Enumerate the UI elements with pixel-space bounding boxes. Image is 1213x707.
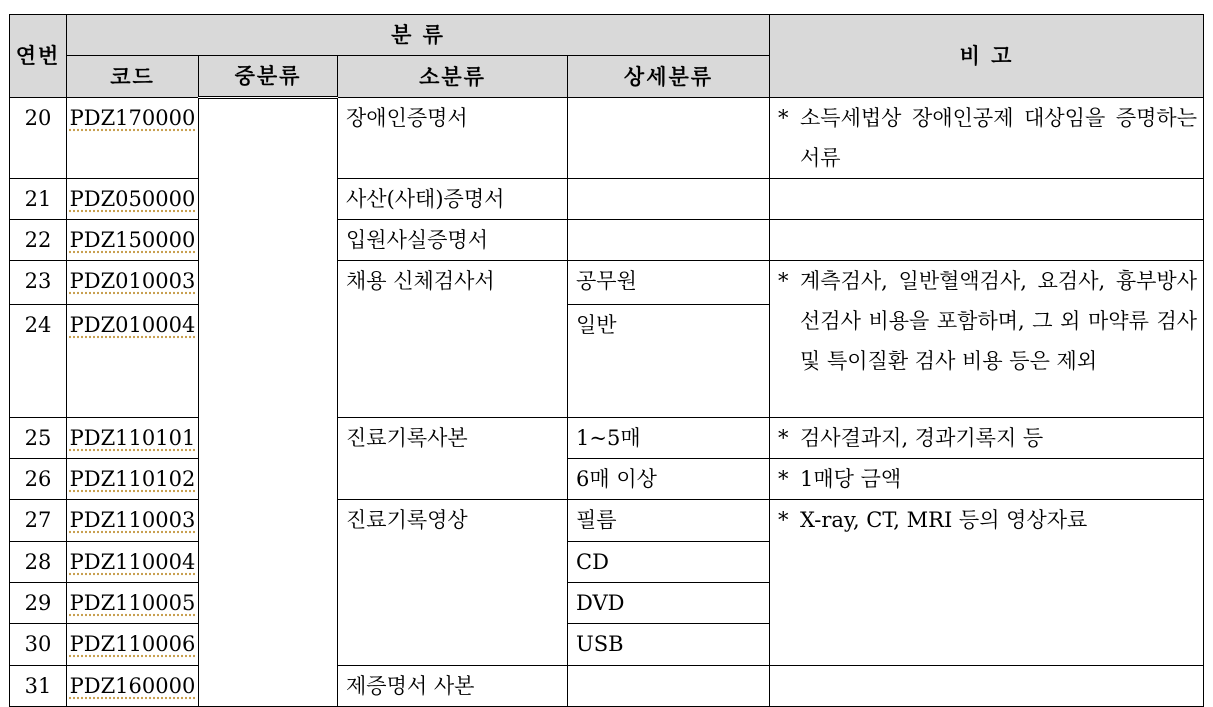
table-row xyxy=(10,179,1204,220)
row-number: 28 xyxy=(10,542,67,583)
note-star: * xyxy=(778,467,789,491)
row-sub: 진료기록영상 xyxy=(338,500,568,666)
header-jungbunryu: 중분류 xyxy=(199,56,338,98)
header-sangsebunryu: 상세분류 xyxy=(568,56,770,98)
row-detail xyxy=(568,666,770,707)
row-code: PDZ050000 xyxy=(67,179,199,220)
note-star: * xyxy=(778,426,789,450)
row-detail: 필름 xyxy=(568,500,770,542)
table-row xyxy=(10,459,1204,500)
row-code: PDZ110102 xyxy=(67,459,199,500)
note-star: * xyxy=(778,106,789,130)
row-code: PDZ110101 xyxy=(67,418,199,459)
row-code: PDZ110004 xyxy=(67,542,199,583)
row-number: 31 xyxy=(10,666,67,707)
table-row xyxy=(10,418,1204,459)
row-detail: 6매 이상 xyxy=(568,459,770,500)
row-detail xyxy=(568,220,770,261)
table-row xyxy=(10,666,1204,707)
row-note: * X-ray, CT, MRI 등의 영상자료 xyxy=(770,500,1204,666)
row-code: PDZ170000 xyxy=(67,98,199,179)
row-sub: 진료기록사본 xyxy=(338,418,568,500)
row-note xyxy=(770,666,1204,707)
row-number: 23 xyxy=(10,261,67,305)
row-number: 26 xyxy=(10,459,67,500)
table-row xyxy=(10,220,1204,261)
header-sobunryu: 소분류 xyxy=(338,56,568,98)
table-row xyxy=(10,98,1204,179)
row-detail: DVD xyxy=(568,583,770,624)
row-number: 22 xyxy=(10,220,67,261)
row-sub: 채용 신체검사서 xyxy=(338,261,568,418)
document-table xyxy=(9,14,1204,707)
row-detail: 일반 xyxy=(568,305,770,418)
row-detail xyxy=(568,98,770,179)
row-sub: 제증명서 사본 xyxy=(338,666,568,707)
row-detail: USB xyxy=(568,624,770,666)
header-code: 코드 xyxy=(67,56,199,98)
row-note xyxy=(770,220,1204,261)
row-code: PDZ110003 xyxy=(67,500,199,542)
row-number: 27 xyxy=(10,500,67,542)
row-sub: 입원사실증명서 xyxy=(338,220,568,261)
row-detail xyxy=(568,179,770,220)
row-note xyxy=(770,179,1204,220)
row-code: PDZ110006 xyxy=(67,624,199,666)
row-number: 25 xyxy=(10,418,67,459)
header-bigo: 비 고 xyxy=(770,15,1204,98)
row-number: 21 xyxy=(10,179,67,220)
row-code: PDZ110005 xyxy=(67,583,199,624)
note-star: * xyxy=(778,508,789,532)
row-note: * 검사결과지, 경과기록지 등 xyxy=(770,418,1204,459)
row-code: PDZ010004 xyxy=(67,305,199,418)
row-note: * 소득세법상 장애인공제 대상임을 증명하는 서류 xyxy=(770,98,1204,179)
row-code: PDZ160000 xyxy=(67,666,199,707)
row-code: PDZ150000 xyxy=(67,220,199,261)
row-code: PDZ010003 xyxy=(67,261,199,305)
row-sub: 장애인증명서 xyxy=(338,98,568,179)
table-row xyxy=(10,500,1204,542)
row-sub: 사산(사태)증명서 xyxy=(338,179,568,220)
row-note: * 계측검사, 일반혈액검사, 요검사, 흉부방사선검사 비용을 포함하며, 그 외 마약류 검사 및 특이질환 검사 비용 등은 제외 xyxy=(770,261,1204,418)
row-detail: 1~5매 xyxy=(568,418,770,459)
table-row xyxy=(10,261,1204,305)
row-detail: CD xyxy=(568,542,770,583)
note-star: * xyxy=(778,269,789,293)
row-detail: 공무원 xyxy=(568,261,770,305)
header-yeonbeon: 연번 xyxy=(10,15,67,98)
row-note: * 1매당 금액 xyxy=(770,459,1204,500)
row-number: 20 xyxy=(10,98,67,179)
header-bunryu: 분 류 xyxy=(67,15,770,56)
row-number: 24 xyxy=(10,305,67,418)
row-number: 30 xyxy=(10,624,67,666)
row-number: 29 xyxy=(10,583,67,624)
jungbunryu-cell xyxy=(199,98,338,707)
